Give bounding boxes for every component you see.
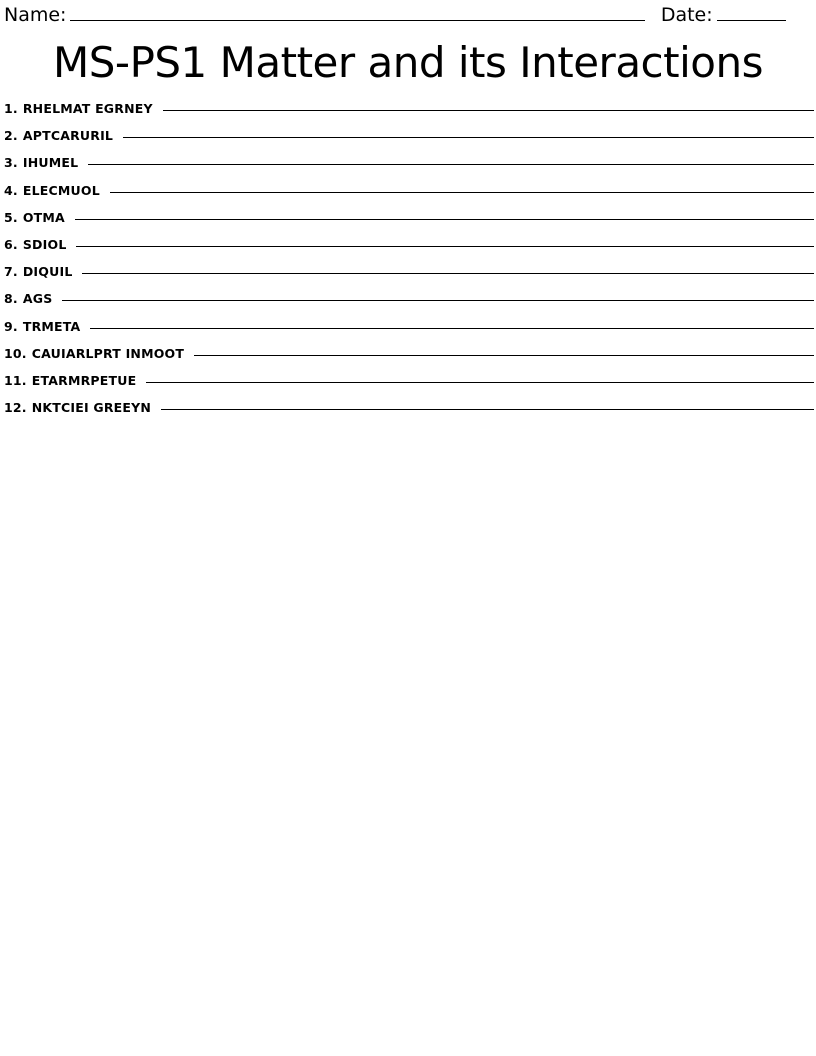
list-item [4, 264, 814, 279]
answer-line[interactable] [76, 236, 814, 247]
date-input-line[interactable] [717, 6, 786, 21]
answer-line[interactable] [163, 100, 814, 111]
scrambled-word: OTMA [22, 209, 65, 225]
answer-line[interactable] [75, 209, 814, 220]
answer-line[interactable] [146, 372, 814, 383]
list-item [4, 291, 814, 306]
header [0, 0, 816, 26]
scrambled-word: DIQUIL [22, 264, 73, 280]
item-number: 7. [4, 264, 18, 280]
item-number: 4. [4, 182, 18, 198]
answer-line[interactable] [82, 263, 814, 274]
name-input-line[interactable] [70, 6, 645, 21]
word-scramble-list [0, 101, 816, 415]
scrambled-word: ETARMRPETUE [31, 372, 137, 388]
scrambled-word: IHUMEL [22, 155, 79, 171]
answer-line[interactable] [90, 318, 814, 329]
answer-line[interactable] [62, 290, 814, 301]
scrambled-word: RHELMAT EGRNEY [22, 101, 153, 116]
answer-line[interactable] [110, 182, 814, 193]
name-label: Name: [4, 4, 67, 26]
answer-line[interactable] [161, 399, 814, 410]
item-number: 1. [4, 101, 18, 116]
scrambled-word: AGS [22, 291, 53, 307]
item-number: 9. [4, 318, 18, 334]
item-number: 11. [4, 372, 27, 388]
list-item [4, 155, 814, 170]
list-item [4, 319, 814, 334]
date-label: Date: [660, 4, 713, 26]
item-number: 3. [4, 155, 18, 171]
list-item [4, 210, 814, 225]
item-number: 6. [4, 236, 18, 252]
list-item [4, 373, 814, 388]
item-number: 2. [4, 128, 18, 144]
list-item [4, 128, 814, 143]
scrambled-word: SDIOL [22, 236, 67, 252]
list-item [4, 183, 814, 198]
scrambled-word: TRMETA [22, 318, 81, 334]
scrambled-word: APTCARURIL [22, 128, 114, 144]
item-number: 5. [4, 209, 18, 225]
page-title: MS-PS1 Matter and its Interactions [53, 38, 763, 87]
item-number: 8. [4, 291, 18, 307]
list-item [4, 400, 814, 415]
item-number: 10. [4, 345, 27, 361]
list-item [4, 346, 814, 361]
scrambled-word: CAUIARLPRT INMOOT [31, 345, 185, 361]
list-item [4, 237, 814, 252]
item-number: 12. [4, 400, 27, 416]
answer-line[interactable] [123, 127, 814, 138]
answer-line[interactable] [88, 154, 814, 165]
scrambled-word: ELECMUOL [22, 182, 100, 198]
list-item [4, 101, 814, 116]
answer-line[interactable] [194, 345, 814, 356]
scrambled-word: NKTCIEI GREEYN [31, 400, 152, 416]
